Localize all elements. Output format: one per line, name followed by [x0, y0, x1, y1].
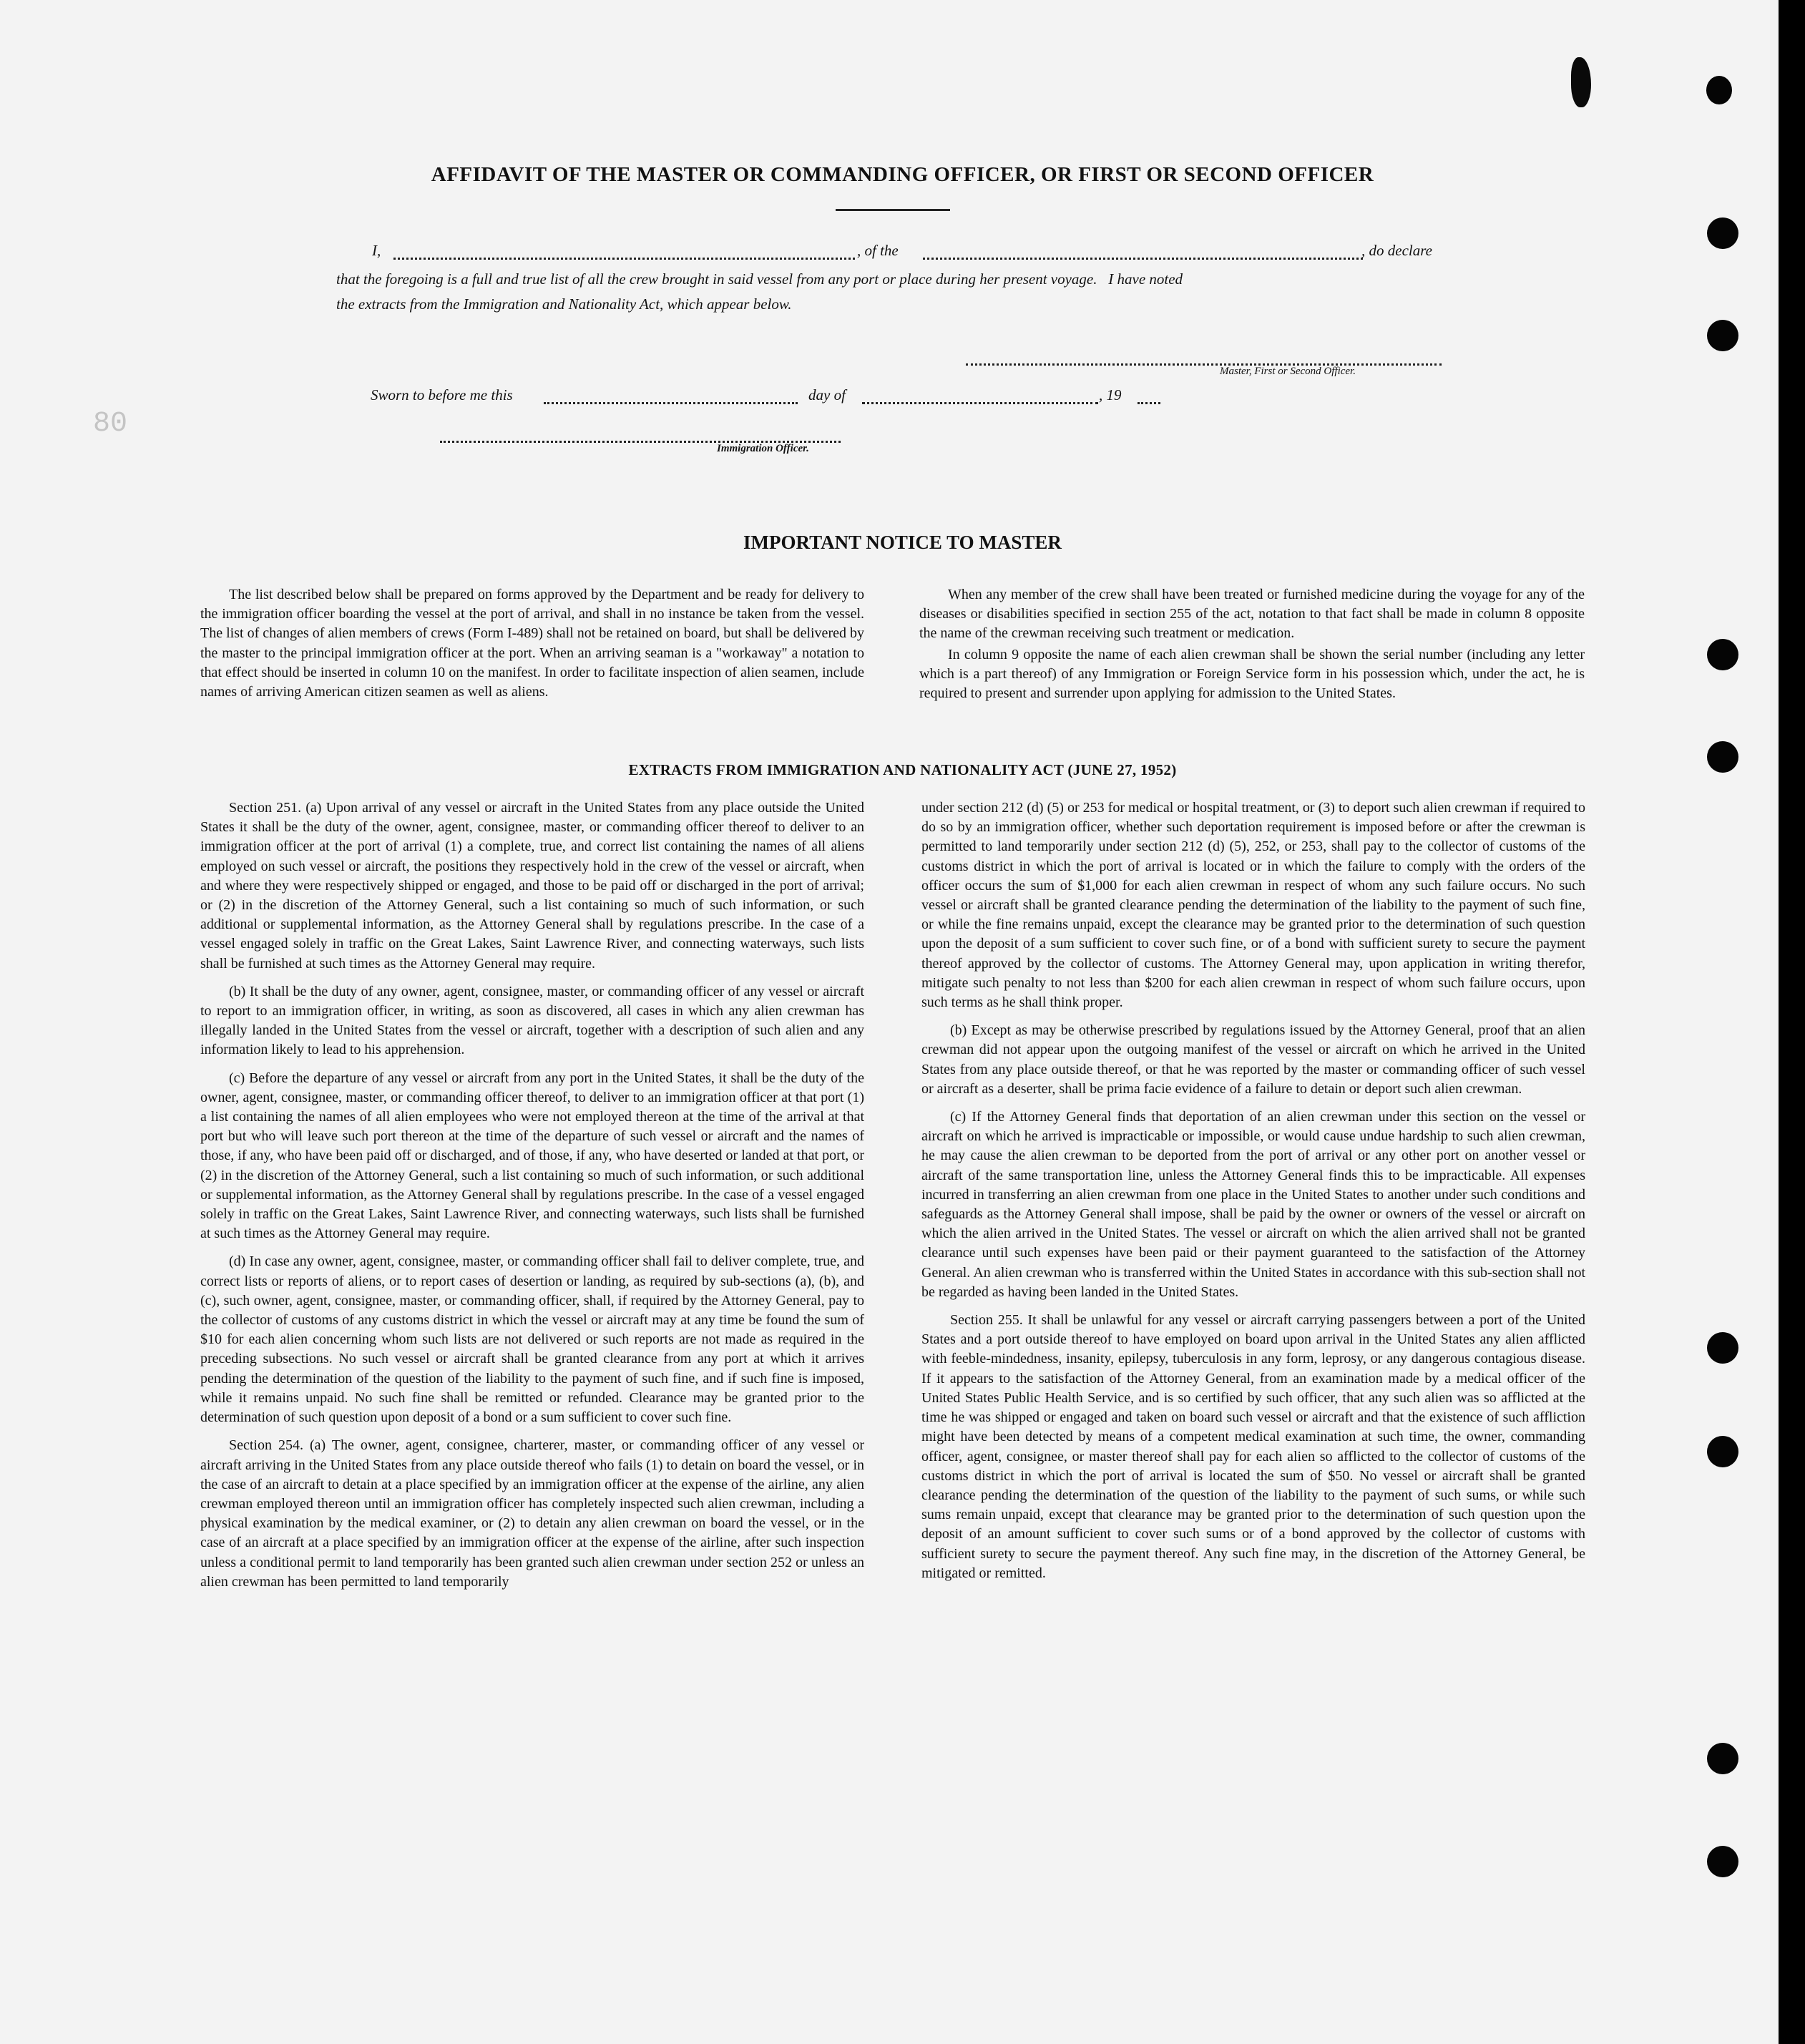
notice-left-column — [200, 585, 864, 710]
affidavit-statement-line-1: that the foregoing is a full and true list of all the crew brought in said vessel from any port or place during her present voyage. I have noted — [336, 270, 1183, 288]
punch-hole-icon — [1706, 76, 1732, 104]
notice-right-column — [919, 585, 1585, 712]
affidavit-title: AFFIDAVIT OF THE MASTER OR COMMANDING OFFICER, OR FIRST OR SECOND OFFICER — [431, 163, 1374, 186]
punch-hole-icon — [1707, 1846, 1738, 1877]
vessel-name-field[interactable] — [923, 240, 1363, 260]
margin-number: 80 — [93, 408, 128, 440]
section-254-c: (c) If the Attorney General finds that deportation of an alien crewman under this section on the vessel or aircraft on which he arrived is impracticable or impossible, or would cause undue hardship to such alien crewman, he may cause the alien crewman to be deported from the port of arrival or any other port on another vessel or aircraft of the same transportation line, unless the Attorney General finds this to be impracticable. All expenses incurred in transferring an alien crewman from one place in the United States to another under such conditions and safeguards as the Attorney General shall impose, shall be paid by the owner or owners of the vessel or aircraft on which the alien arrived in the United States. The vessel or aircraft on which the alien arrived shall not be granted clearance until such expenses have been paid or their payment guaranteed to the satisfaction of the Attorney General. An alien crewman who is transferred within the United States in accordance with this sub-section shall not be regarded as having been landed in the United States. — [921, 1109, 1585, 1300]
officer-signature-label: Immigration Officer. — [717, 443, 809, 454]
tear-mark — [1571, 57, 1591, 107]
punch-hole-icon — [1707, 217, 1738, 249]
punch-hole-icon — [1707, 1332, 1738, 1364]
punch-hole-icon — [1707, 1743, 1738, 1774]
do-declare-label: , do declare — [1361, 242, 1432, 259]
punch-hole-icon — [1707, 639, 1738, 670]
notice-right-paragraph-1: When any member of the crew shall have been treated or furnished medicine during the voyage for any of the diseases or disabilities specified in section 255 of the act, notation to that fact shall be made in column 8 opposite the name of the crewman receiving such treatment or medication. — [919, 587, 1585, 642]
title-underline — [836, 209, 950, 211]
sworn-date-field[interactable] — [544, 385, 798, 404]
sworn-month-field[interactable] — [862, 385, 1098, 404]
punch-hole-icon — [1707, 320, 1738, 351]
section-251-a: Section 251. (a) Upon arrival of any vessel or aircraft in the United States from any place outside the United States it shall be the duty of the owner, agent, consignee, master, or commanding officer thereof to deliver to an immigration officer at the port of arrival (1) a complete, true, and correct list containing the names of all aliens employed on such vessel or aircraft, the positions they respectively hold in the crew of the vessel or aircraft, when and where they were respectively shipped or engaged, and those to be paid off or discharged in the port of arrival; or (2) in the discretion of the Attorney General, such a list containing so much of such information, or such additional or supplemental information, as the Attorney General shall by regulations prescribe. In the case of a vessel engaged solely in traffic on the Great Lakes, Saint Lawrence River, and connecting waterways, such lists shall be furnished at such times as the Attorney General may require. — [200, 800, 864, 972]
sworn-label: Sworn to before me this — [371, 386, 513, 404]
of-the-label: , of the — [857, 242, 899, 259]
section-254-b: (b) Except as may be otherwise prescribed by regulations issued by the Attorney General, proof that an alien crewman did not appear upon the outgoing manifest of the vessel or aircraft on which he arrived in the United States from any place outside thereof, or that he was reported by the master or commanding officer of such vessel or aircraft as a deserter, shall be prima facie evidence of a failure to detain or deport such alien crewman. — [921, 1022, 1585, 1097]
affidavit-i-label: I, — [372, 242, 381, 259]
notice-right-paragraph-2: In column 9 opposite the name of each alien crewman shall be shown the serial number (including any letter which is a part thereof) of any Immigration or Foreign Service form in his possession which, under the act, he is required to present and surrender upon applying for admission to the United States. — [919, 646, 1585, 702]
section-251-d: (d) In case any owner, agent, consignee, master, or commanding officer shall fail to deliver complete, true, and correct lists or reports of aliens, or to report cases of desertion or landing, as required by sub-sections (a), (b), and (c), such owner, agent, consignee, master, or commanding officer, shall, if required by the Attorney General, pay to the collector of customs of any customs district in which the vessel or aircraft may at any time be found the sum of $10 for each alien concerning whom such lists are not delivered or such reports are not made as required in the preceding subsections. No such vessel or aircraft shall be granted clearance from any port at which it arrives pending the determination of the question of the liability to the payment of such fine, and if such fine is imposed, while it remains unpaid. No such fine shall be remitted or refunded. Clearance may be granted prior to the determination of such question upon deposit of a bond or a sum sufficient to cover such fine. — [200, 1253, 864, 1426]
extracts-left-column — [200, 798, 864, 1600]
punch-hole-icon — [1707, 1436, 1738, 1467]
extracts-title: EXTRACTS FROM IMMIGRATION AND NATIONALITY ACT (JUNE 27, 1952) — [628, 761, 1177, 778]
affidavit-statement-line-2: the extracts from the Immigration and Nationality Act, which appear below. — [336, 295, 792, 313]
year-prefix-label: , 19 — [1099, 386, 1122, 404]
extracts-right-column — [921, 798, 1585, 1592]
section-254-a: Section 254. (a) The owner, agent, consignee, charterer, master, or commanding officer of any vessel or aircraft arriving in the United States from any place outside thereof who fails (1) to detain on board the vessel, or in the case of an aircraft to detain at a place specified by an immigration officer at the expense of the airline, any alien crewman employed thereon until an immigration officer has completely inspected such alien crewman, including a physical examination by the medical examiner, or (2) to detain any alien crewman on board the vessel, or in the case of an aircraft at a place specified by an immigration officer at the expense of the airline, after such inspection unless a conditional permit to land temporarily has been granted such alien crewman under section 252 or unless an alien crewman has been permitted to land temporarily — [200, 1437, 864, 1590]
section-255: Section 255. It shall be unlawful for any vessel or aircraft carrying passengers between a port of the United States and a port outside thereof to have employed on board upon arrival in the United States any alien afflicted with feeble-mindedness, insanity, epilepsy, tuberculosis in any form, leprosy, or any dangerous contagious disease. If it appears to the satisfaction of the Attorney General, from an examination made by a medical officer of the United States Public Health Service, and is so certified by such officer, that any such alien was so afflicted at the time he was shipped or engaged and taken on board such vessel or aircraft and that the existence of such affliction might have been detected by means of a competent medical examination at such time, the owner, commanding officer, agent, consignee, or master thereof shall pay for each alien so afflicted to the collector of customs of the customs district in which the port of arrival is located the sum of $50. No vessel or aircraft shall be granted clearance pending the determination of the question of the liability to the payment of such sums, or while such sums remain unpaid, except that clearance may be granted prior to the determination of such question upon the deposit of an amount sufficient to cover such sums or of a bond approved by the collector of customs with sufficient surety to secure the payment thereof. Any such fine may, in the discretion of the Attorney General, be mitigated or remitted. — [921, 1312, 1585, 1581]
notice-left-paragraph: The list described below shall be prepared on forms approved by the Department and be ready for delivery to the immigration officer boarding the vessel at the port of arrival, and shall in no instance be taken from the vessel. The list of changes of alien members of crews (Form I-489) shall not be retained on board, but shall be delivered by the master to the principal immigration officer at the port. When an arriving seaman is a "workaway" a notation to that effect should be inserted in column 10 on the manifest. In order to facilitate inspection of alien seamen, include names of arriving American citizen seamen as well as aliens. — [200, 587, 864, 700]
master-signature-field[interactable] — [966, 346, 1442, 366]
punch-hole-icon — [1707, 741, 1738, 773]
section-254-a-continued: under section 212 (d) (5) or 253 for medical or hospital treatment, or (3) to deport such alien crewman if required to do so by an immigration officer, whether such deportation requirement is imposed before or after the crewman is permitted to land temporarily under section 212 (d) (5), 252, or 253, shall pay to the collector of customs of the customs district in which the port of arrival is located or in which the failure to comply with the orders of the officer occurs the sum of $1,000 for each alien crewman in respect of whom any such failure occurs. No such vessel or aircraft shall be granted clearance pending the determination of the liability to the payment of such fine, or while the fine remains unpaid, except the clearance may be granted prior to the determination of such question upon the deposit of a sum sufficient to cover such fine, or of a bond with sufficient surety to secure the payment thereof approved by the collector of customs. The Attorney General may, upon application in writing therefor, mitigate such penalty to not less than $200 for each alien crewman in respect of whom such failure occurs, upon such terms as he shall think proper. — [921, 800, 1585, 1011]
notice-title: IMPORTANT NOTICE TO MASTER — [743, 532, 1062, 553]
section-251-b: (b) It shall be the duty of any owner, agent, consignee, master, or commanding officer of any vessel or aircraft to report to an immigration officer, in writing, as soon as discovered, all cases in which any alien crewman has illegally landed in the United States from the vessel or aircraft, together with a description of such alien and any information likely to lead to his apprehension. — [200, 983, 864, 1058]
officer-signature-field[interactable] — [440, 424, 841, 443]
day-of-label: day of — [808, 386, 846, 404]
master-signature-label: Master, First or Second Officer. — [1220, 366, 1356, 377]
section-251-c: (c) Before the departure of any vessel or aircraft from any port in the United States, it shall be the duty of the owner, agent, consignee, master, or commanding officer thereof, to deliver to an immigration officer at that port (1) a list containing the names of all alien employees who were not employed thereon at the time of the arrival at that port but who will leave such port thereon at the time of the departure of such vessel or aircraft and the names of those, if any, who have been paid off or discharged, and of those, if any, who have deserted or landed at that port, or (2) in the discretion of the Attorney General, such a list containing so much of such information, or such additional or supplemental information, as the Attorney General shall by regulations prescribe. In the case of a vessel engaged solely in traffic on the Great Lakes, Saint Lawrence River, and connecting waterways, such lists shall be furnished at such times as the Attorney General may require. — [200, 1070, 864, 1242]
master-name-field[interactable] — [393, 240, 855, 260]
sworn-year-field[interactable] — [1138, 385, 1160, 404]
